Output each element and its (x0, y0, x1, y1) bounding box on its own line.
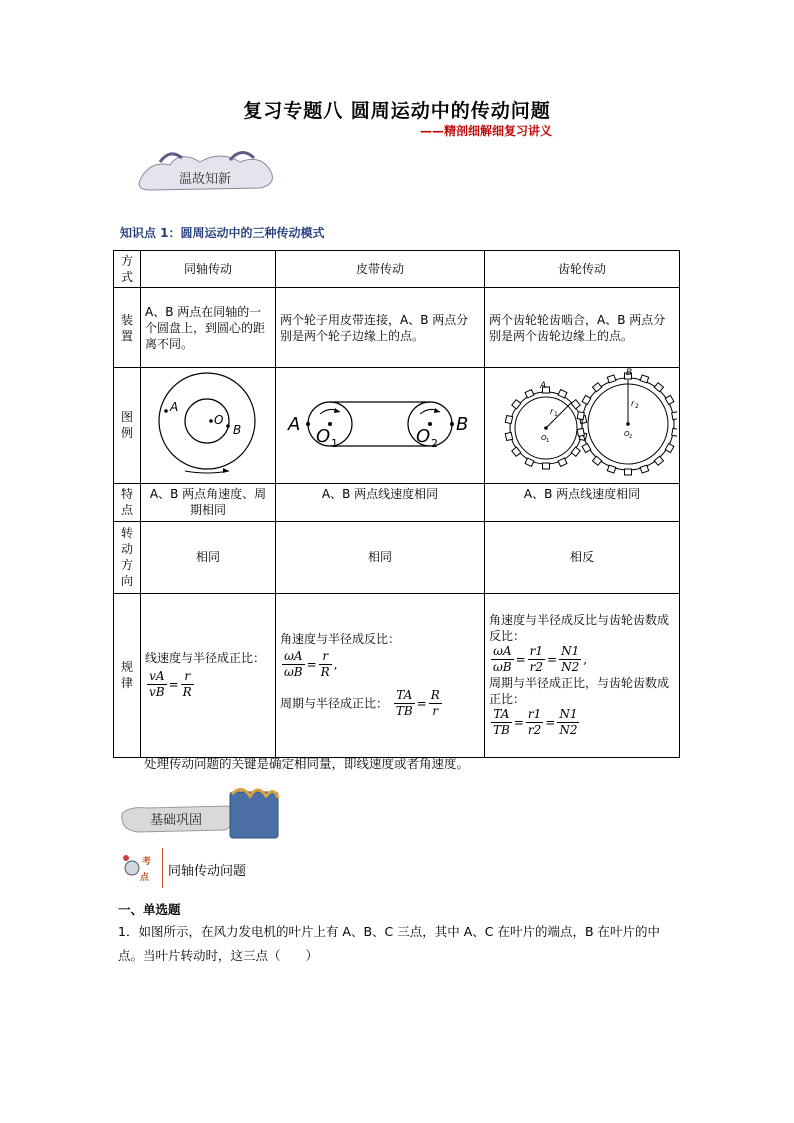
coaxial-label-o: O (214, 413, 224, 428)
knowledge-point-heading: 知识点 1：圆周运动中的三种传动模式 (120, 226, 325, 240)
gear-tooth (640, 375, 649, 383)
gear-label-b: B (625, 368, 632, 379)
diagram-coaxial-cell (141, 368, 276, 483)
gear-tooth (607, 465, 616, 473)
gear-label-o2: O (623, 430, 630, 439)
coaxial-diagram (145, 368, 271, 478)
gear-label-a: A (539, 381, 546, 392)
section-heading: 一、单选题 (118, 902, 181, 917)
law-belt-text2: 周期与半径成正比： (280, 696, 389, 711)
diagram-gear-cell (485, 368, 680, 483)
gear-tooth (525, 390, 534, 398)
transmission-table (113, 250, 680, 758)
law-belt-frac1a: $\frac{\omega A}{\omega B}$ (284, 649, 303, 680)
gear-tooth (505, 433, 512, 441)
gear-tooth (511, 400, 520, 409)
kaodian-icon (118, 848, 168, 888)
belt-label-o1: O (316, 426, 331, 448)
row-header-diagram: 图例 (114, 368, 141, 483)
law-belt-frac2b: $\frac{R}{r}$ (430, 688, 440, 719)
row-header-mode: 方式 (114, 251, 141, 288)
law-coaxial-frac2: $\frac{r}{R}$ (182, 668, 192, 699)
gear-tooth (558, 390, 567, 398)
law-gear-frac2c: $\frac{N1}{N2}$ (559, 707, 578, 738)
gear-tooth (511, 447, 520, 456)
page-subtitle: ——精剖细解细复习讲义 (420, 124, 553, 138)
law-gear-frac1b: $\frac{r1}{r2}$ (529, 644, 544, 675)
belt-label-o2: O (416, 426, 431, 448)
gear-tooth (525, 458, 534, 466)
banner1-text: 温故知新 (178, 172, 232, 187)
device-belt: 两个轮子用皮带连接，A、B 两点分别是两个轮子边缘上的点。 (276, 288, 485, 368)
direction-belt: 相同 (276, 521, 485, 593)
gear-tooth (654, 457, 663, 466)
kaodian-text: 同轴传动问题 (168, 864, 247, 879)
kaodian-tag (118, 848, 278, 888)
belt-diagram (280, 368, 480, 478)
gear-label-r1: r (549, 407, 553, 417)
mode-belt: 皮带传动 (276, 251, 485, 288)
law-gear-frac2b: $\frac{r1}{r2}$ (527, 707, 542, 738)
gear-tooth (592, 383, 601, 392)
row-device (114, 288, 680, 368)
law-belt-frac2a: $\frac{TA}{TB}$ (395, 688, 413, 719)
gear-tooth (558, 458, 567, 466)
gear-label-o2-sub: 2 (628, 434, 632, 441)
gear-tooth (505, 416, 512, 424)
belt-label-sub1: 1 (331, 437, 338, 451)
banner2-text: 基础巩固 (149, 813, 203, 828)
coaxial-label-b: B (233, 423, 242, 438)
row-diagram (114, 368, 680, 483)
law-belt-text1: 角速度与半径成反比： (280, 631, 401, 646)
law-gear-frac1c: $\frac{N1}{N2}$ (561, 644, 580, 675)
gear-label-r2-sub: 2 (634, 403, 639, 411)
gear-tooth (654, 383, 663, 392)
gear-tooth (665, 444, 674, 453)
kaodian-label-bottom: 点 (140, 873, 150, 883)
gear-tooth (607, 375, 616, 383)
gear-tooth (582, 444, 591, 453)
gear-tooth (542, 463, 549, 469)
page-title: 复习专题八 圆周运动中的传动问题 (243, 100, 551, 122)
mode-coaxial: 同轴传动 (141, 251, 276, 288)
law-gear-frac1a: $\frac{\omega A}{\omega B}$ (493, 644, 512, 675)
row-header-law: 规律 (114, 593, 141, 757)
gear-tooth (592, 457, 601, 466)
law-gear: 角速度与半径成反比与齿轮齿数成反比： $\frac{\omega A}{\omega B}$ = $\frac{r1}{r2}$ = $\frac{N1}{N2}$ , 周期与半径成正比，与齿轮齿数成正比： $\frac{TA}{TB}$ = $\frac{r1}{r2}$ = $\frac{N1}{N2}$ (485, 593, 680, 757)
row-header-device: 装置 (114, 288, 141, 368)
feature-gear: A、B 两点线速度相同 (485, 483, 680, 521)
law-coaxial-frac1: $\frac{vA}{vB}$ (149, 668, 165, 699)
kaodian-label-top: 考 (142, 857, 152, 867)
gear-tooth (671, 412, 676, 420)
law-belt: 角速度与半径成反比： $\frac{\omega A}{\omega B}$ = $\frac{r}{R}$ , 周期与半径成正比： $\frac{TA}{TB}$ = $\frac{R}{r}$ (276, 593, 485, 757)
gear-tooth (640, 465, 649, 473)
gear-label-o1-sub: 1 (545, 438, 549, 445)
key-note: 处理传动问题的关键是确定相同量，即线速度或者角速度。 (144, 756, 470, 771)
direction-coaxial: 相同 (141, 521, 276, 593)
belt-label-sub2: 2 (431, 437, 438, 451)
law-gear-text2: 周期与半径成正比，与齿轮齿数成正比： (489, 676, 670, 707)
feature-belt: A、B 两点线速度相同 (276, 483, 485, 521)
question-1: 1．如图所示，在风力发电机的叶片上有 A、B、C 三点，其中 A、C 在叶片的端点，B 在叶片的中点。当叶片转动时，这三点（ ） (118, 924, 661, 963)
mode-gear: 齿轮传动 (485, 251, 680, 288)
law-belt-frac1b: $\frac{r}{R}$ (320, 649, 330, 680)
review-banner (130, 140, 280, 200)
gear-tooth (624, 469, 631, 475)
gear-tooth (571, 447, 580, 456)
gear-tooth (671, 429, 676, 437)
gear-tooth (577, 429, 584, 437)
row-header-feature: 特点 (114, 483, 141, 521)
gear-label-r2: r (630, 399, 634, 409)
feature-coaxial: A、B 两点角速度、周期相同 (141, 483, 276, 521)
diagram-belt-cell (276, 368, 485, 483)
gear-tooth (582, 396, 591, 405)
coaxial-label-a: A (170, 400, 179, 415)
direction-gear: 相反 (485, 521, 680, 593)
device-gear: 两个齿轮轮齿啮合，A、B 两点分别是两个齿轮边缘上的点。 (485, 288, 680, 368)
gear-tooth (665, 396, 674, 405)
gear-tooth (571, 400, 580, 409)
row-header-direction: 转动方向 (114, 521, 141, 593)
row-law (114, 593, 680, 757)
law-coaxial: 线速度与半径成正比： $\frac{vA}{vB}$ = $\frac{r}{R}$ (141, 593, 276, 757)
device-coaxial: A、B 两点在同轴的一个圆盘上，到圆心的距离不同。 (141, 288, 276, 368)
law-gear-frac2a: $\frac{TA}{TB}$ (493, 707, 510, 738)
basics-banner (118, 784, 298, 846)
row-direction (114, 521, 680, 593)
gear-label-o1: O (540, 434, 547, 443)
row-mode (114, 251, 680, 288)
gear-label-r1-sub: 1 (553, 411, 558, 419)
row-feature (114, 483, 680, 521)
belt-label-a: A (288, 414, 301, 436)
belt-label-b: B (456, 414, 469, 436)
law-coaxial-text: 线速度与半径成正比： (145, 651, 266, 666)
law-gear-text1: 角速度与半径成反比与齿轮齿数成反比： (489, 612, 670, 643)
gear-diagram (488, 368, 677, 478)
gear-tooth (577, 412, 584, 420)
